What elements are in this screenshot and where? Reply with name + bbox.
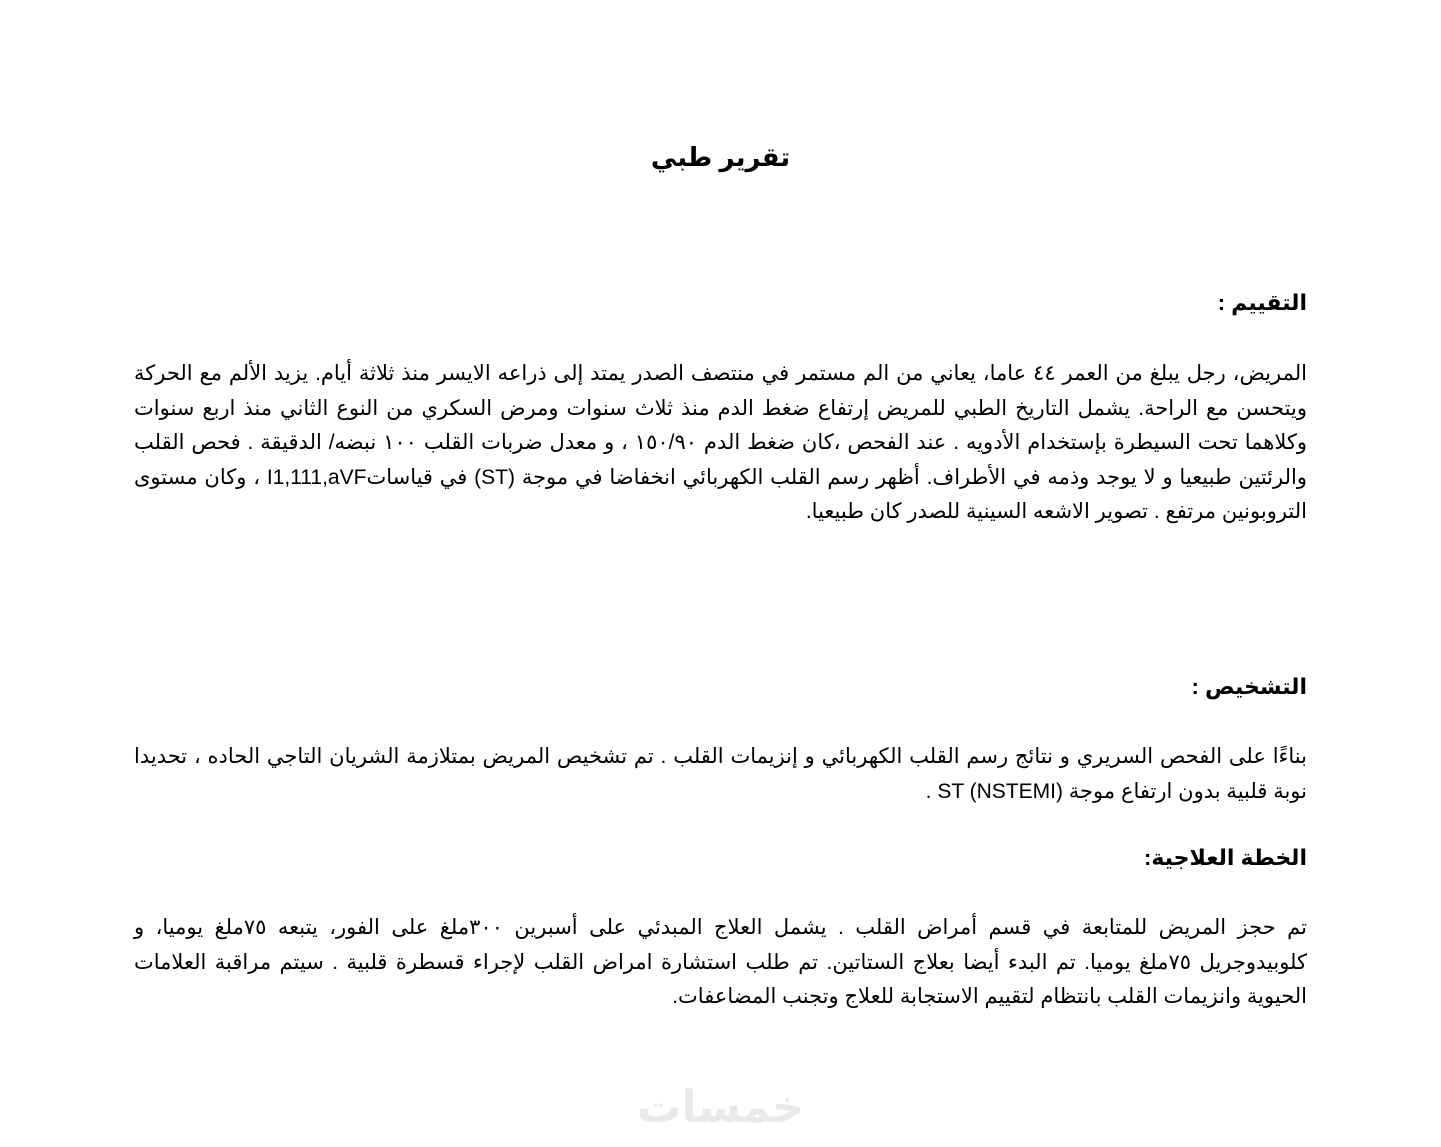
treatment-plan-heading: الخطة العلاجية: bbox=[1144, 845, 1307, 870]
assessment-paragraph: المريض، رجل يبلغ من العمر ٤٤ عاما، يعاني من الم مستمر في منتصف الصدر يمتد إلى ذراعه الايسر منذ ثلاثة أيام. يزيد الألم مع الحركة ويتحسن مع الراحة. يشمل التاريخ الطبي للمريض إرتفاع ضغط الدم منذ ثلاث سنوات ومرض السكري من النوع الثاني منذ اربع سنوات وكلاهما تحت السيطرة بإستخدام الأدويه . عند الفحص ،كان ضغط الدم ١٥٠/٩٠ ، و معدل ضربات القلب ١٠٠ نبضه/ الدقيقة . فحص القلب والرئتين طبيعيا و لا يوجد وذمه في الأطراف. أظهر رسم القلب الكهربائي انخفاضا في موجة (ST) في قياساتI1,111,aVF ، وكان مستوى التروبونين مرتفع . تصوير الاشعه السينية للصدر كان طبيعيا. bbox=[134, 362, 1307, 523]
watermark-logo: خمسات bbox=[637, 1083, 804, 1132]
assessment-heading: التقييم : bbox=[1217, 290, 1307, 315]
treatment-plan-paragraph: تم حجز المريض للمتابعة في قسم أمراض القلب . يشمل العلاج المبدئي على أسبرين ٣٠٠ملغ على الفور، يتبعه ٧٥ملغ يوميا، و كلوبيدوجريل ٧٥ملغ يوميا. تم البدء أيضا بعلاج الستاتين. تم طلب استشارة امراض القلب لإجراء قسطرة قلبية . سيتم مراقبة العلامات الحيوية وانزيمات القلب بانتظام لتقييم الاستجابة للعلاج وتجنب المضاعفات. bbox=[134, 916, 1308, 1008]
diagnosis-paragraph: بناءًا على الفحص السريري و نتائج رسم القلب الكهربائي و إنزيمات القلب . تم تشخيص المريض بمتلازمة الشريان التاجي الحاده ، تحديدا نوبة قلبية بدون ارتفاع موجة ST (NSTEMI) . bbox=[134, 745, 1307, 803]
diagnosis-heading: التشخيص : bbox=[1191, 674, 1307, 699]
document-title: تقرير طبي bbox=[650, 142, 791, 172]
